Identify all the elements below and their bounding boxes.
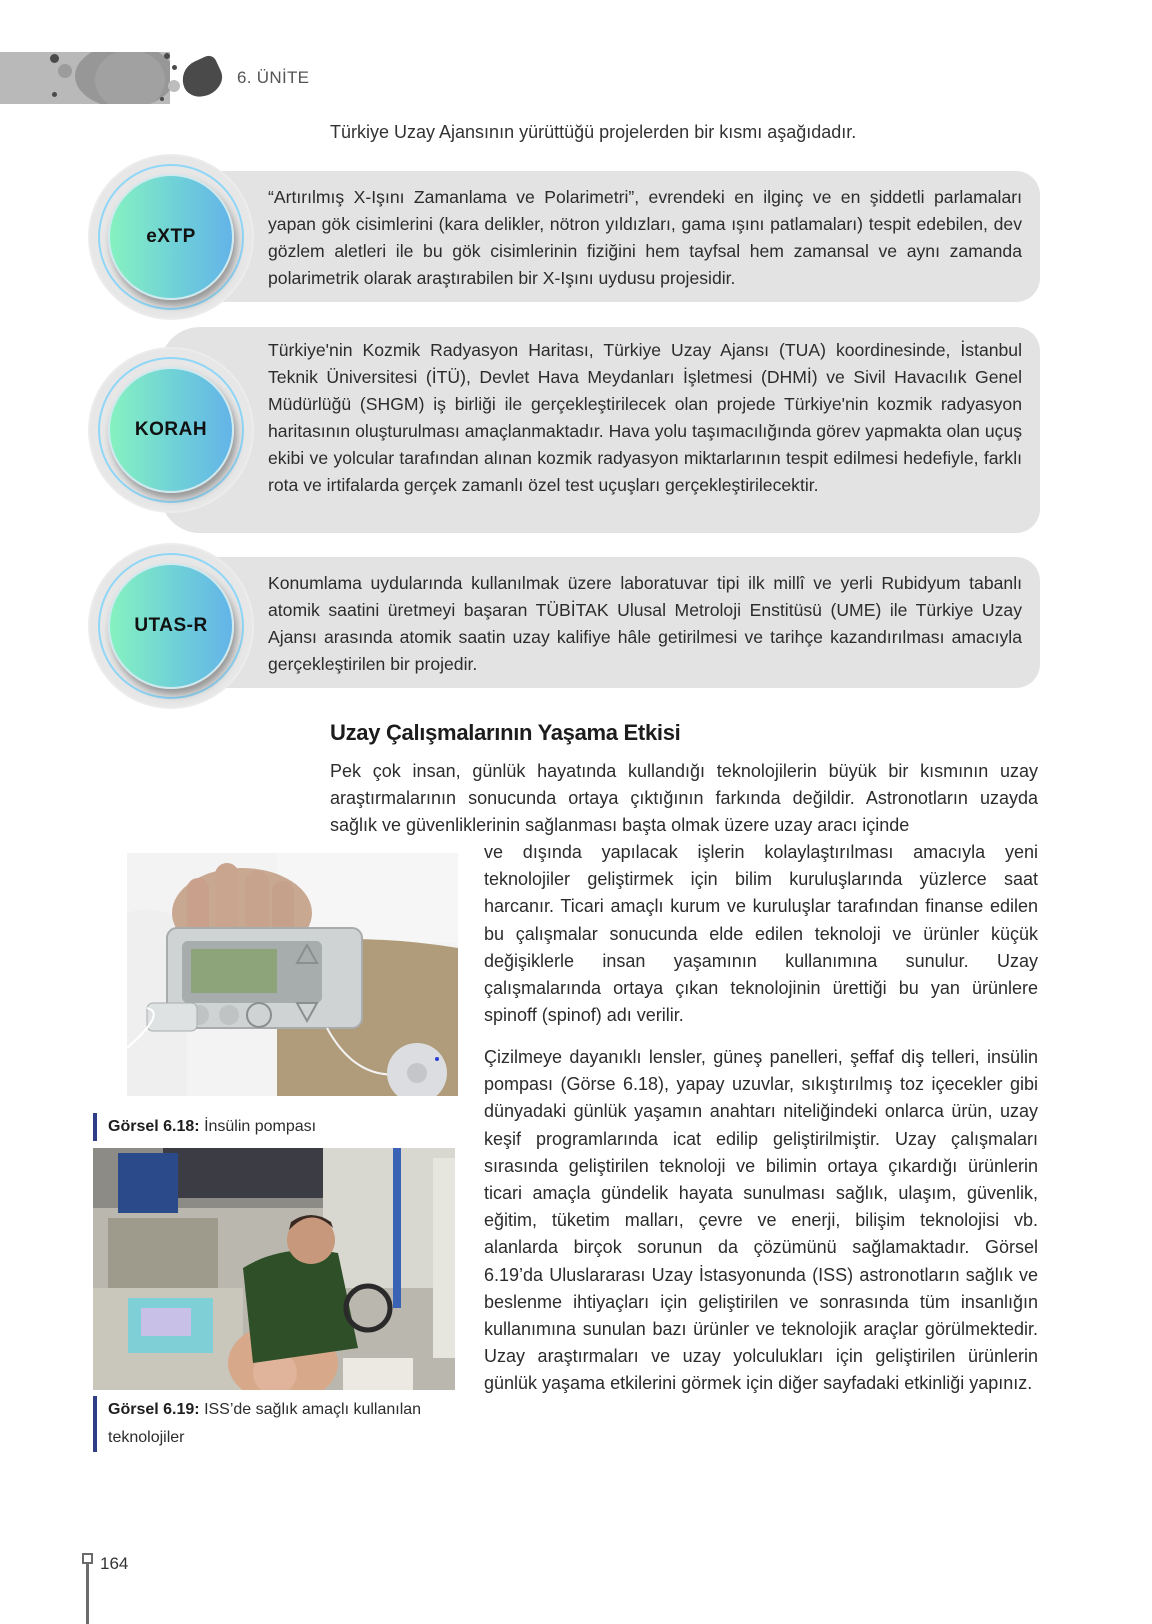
decor-dot	[58, 64, 72, 78]
insulin-pump-illustration	[127, 853, 458, 1096]
paragraph-1-top: Pek çok insan, günlük hayatında kullandığı teknolojilerin büyük bir kısmının uzay araştırmalarının sonucunda ortaya çıktığının farkında değildir. Astronotların uzayda sağlık ve güvenliklerinin sağlanması başta olmak üzere uzay aracı içinde	[330, 761, 1038, 836]
drop-icon	[176, 53, 227, 103]
decor-dot	[50, 54, 59, 63]
decor-dot	[160, 97, 164, 101]
project-card-utas-r	[160, 557, 1040, 688]
page-marker-line	[86, 1562, 89, 1624]
figure-label: Görsel 6.18:	[108, 1118, 200, 1135]
figure-caption-text: İnsülin pompası	[204, 1118, 317, 1135]
decor-dot	[52, 92, 57, 97]
figure-caption-6-18	[93, 1113, 316, 1141]
section-title: Uzay Çalışmalarının Yaşama Etkisi	[330, 720, 681, 745]
project-name: KORAH	[134, 419, 208, 440]
iss-illustration	[93, 1148, 455, 1390]
banner-blob	[95, 52, 165, 104]
project-name: eXTP	[146, 226, 196, 247]
figure-label: Görsel 6.19:	[108, 1401, 200, 1418]
project-description: Türkiye'nin Kozmik Radyasyon Haritası, Türkiye Uzay Ajansı (TUA) koordinesinde, İstanbul Teknik Üniversitesi (İTÜ), Devlet Hava Meydanları İşletmesi (DHMİ) ve Sivil Havacılık Genel Müdürlüğü (SHGM) iş birliği ile gerçekleştirilecek olan projede Türkiye'nin kozmik radyasyon haritasının oluşturulması amaçlanmaktadır. Hava yolu taşımacılığında görev yapmakta olan uçuş ekibi ve yolcular tarafından alınan kozmik radyasyon miktarlarının tespit edilmesi hedefiyle, farklı rota ve irtifalarda gerçek zamanlı özel test uçuşları gerçekleştirilecektir.	[268, 340, 1022, 495]
figure-caption-6-19	[93, 1396, 453, 1452]
project-card-extp	[160, 171, 1040, 302]
project-description: Konumlama uydularında kullanılmak üzere laboratuvar tipi ilk millî ve yerli Rubidyum tabanlı atomik saatini üretmeyi başaran TÜBİTAK Ulusal Metroloji Enstitüsü (UME) ile Türkiye Uzay Ajansı arasında atomik saatin uzay kalifiye hâle getirilmesi ve tarihçe kazandırılması amacıyla gerçekleştirilen bir projedir.	[268, 573, 1022, 674]
project-badge-korah	[90, 349, 252, 511]
project-name: UTAS-R	[134, 615, 208, 636]
figure-caption-text: ISS’de sağlık amaçlı kullanılan teknolojiler	[108, 1401, 422, 1446]
unit-banner-decoration	[0, 52, 170, 104]
project-card-korah	[160, 327, 1040, 533]
page-number: 164	[100, 1554, 129, 1573]
paragraph-1-rest: ve dışında yapılacak işlerin kolaylaştırılması amacıyla yeni teknolojiler geliştirmek için bilim kuruluşlarında yüzlerce saat harcanır. Ticari amaçlı kurum ve kuruluşlar tarafından finanse edilen bu çalışmalar sonucunda elde edilen teknoloji ve ürünler küçük değişiklerle insan yaşamının kullanımına sunulur. Uzay çalışmalarında ortaya çıkan teknolojinin ürettiği bu yan ürünlere spinoff (spinof) adı verilir.	[484, 842, 1038, 1026]
decor-dot	[164, 53, 170, 59]
paragraph-2: Çizilmeye dayanıklı lensler, güneş panelleri, şeffaf diş telleri, insülin pompası (Görse 6.18), yapay uzuvlar, sıkıştırılmış toz içecekler gibi dünyadaki günlük yaşamın anahtarı niteliğindeki onlarca ürün, uzay keşif programlarında icat edilip geliştirilmiştir. Uzay çalışmaları sırasında geliştirilen teknoloji ve bilimin ortaya çıkardığı ürünlerin ticari amaçla gündelik hayata sunulması sağlık, ulaşım, güvenlik, eğitim, tüketim malları, çevre ve enerji, bilişim teknolojisi vb. alanlarda birçok sorunun da çözümünü sağlamaktadır. Görsel 6.19’da Uluslararası Uzay İstasyonunda (ISS) astronotların sağlık ve beslenme ihtiyaçları için geliştirilen ve sonrasında tüm insanlığın kullanımına sunulan bazı ürünler ve teknolojik araçlar görülmektedir. Uzay araştırmaları ve uzay yolculukları için geliştirilen ürünlerin günlük yaşama etkilerini görmek için diğer sayfadaki etkinliği yapınız.	[484, 1047, 1038, 1394]
project-description: “Artırılmış X-Işını Zamanlama ve Polarimetri”, evrendeki en ilginç ve en şiddetli parlamaları yapan gök cisimlerini (kara delikler, nötron yıldızları, gama ışını patlamaları) tespit edebilen, dev gözlem aletleri ile bu gök cisimlerinin fiziğini hem tayfsal hem zamansal ve aynı zamanda polarimetrik olarak araştırabilen bir X-Işını uydusu projesidir.	[268, 187, 1022, 288]
intro-text: Türkiye Uzay Ajansının yürüttüğü projelerden bir kısmı aşağıdadır.	[330, 122, 857, 142]
insulin-pump-photo	[127, 853, 458, 1096]
unit-title: 6. ÜNİTE	[237, 68, 310, 87]
project-badge-utas-r	[90, 545, 252, 707]
decor-dot	[172, 65, 177, 70]
project-badge-extp	[90, 156, 252, 318]
iss-medical-photo	[93, 1148, 455, 1390]
decor-dot	[168, 80, 180, 92]
